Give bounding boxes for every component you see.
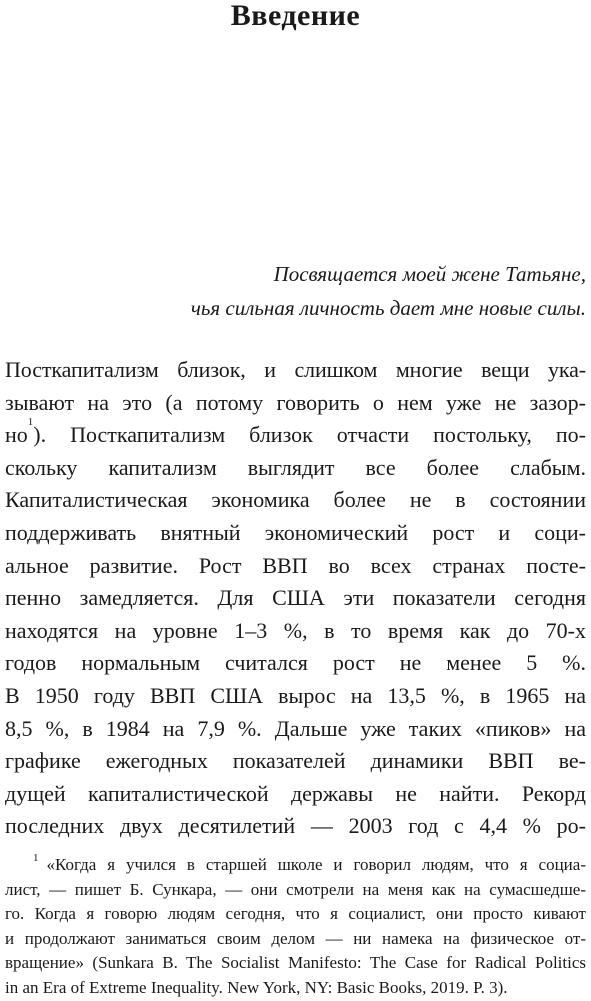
body-line: годов нормальным считался рост не менее 5 %. <box>5 650 586 676</box>
body-line: скольку капитализм выглядит все более слабым. <box>5 454 586 480</box>
body-line: графике ежегодных показателей динамики ВВП ве- <box>5 748 586 774</box>
footnote-line: и продолжают заниматься своим делом — ни намека на физическое от- <box>5 928 586 948</box>
body-paragraph <box>5 354 586 843</box>
body-line <box>5 416 586 452</box>
footnote-line-text: «Когда я учился в старшей школе и говорил людям, что я социа- <box>46 855 586 874</box>
footnote-mark: 1 <box>33 852 39 864</box>
body-line: пенно замедляется. Для США эти показатели сегодня <box>5 585 586 611</box>
body-line-rest: ). Посткапитализм близок отчасти постольку, по- <box>33 422 586 448</box>
body-line-start: но <box>5 422 28 448</box>
footnote-reference[interactable]: 1 <box>27 416 34 429</box>
dedication-line: чья сильная личность дает мне новые силы. <box>190 296 586 320</box>
footnote <box>5 853 586 1001</box>
body-line: 8,5 %, в 1984 на 7,9 %. Дальше уже таких «пиков» на <box>5 715 586 741</box>
chapter-title: Введение <box>230 0 361 32</box>
footnote-line: го. Когда я говорю людям сегодня, что я социалист, они просто кивают <box>5 904 586 924</box>
dedication <box>26 257 586 325</box>
body-line: Посткапитализм близок, и слишком многие вещи ука- <box>5 357 586 382</box>
body-line: В 1950 году ВВП США вырос на 13,5 %, в 1965 на <box>5 682 586 708</box>
body-line: альное развитие. Рост ВВП во всех странах посте- <box>5 552 586 578</box>
footnote-line <box>5 853 586 878</box>
footnote-line: лист, — пишет Б. Сункара, — они смотрели на меня как на сумасшедше- <box>5 879 586 899</box>
footnote-line: вращение» (Sunkara B. The Socialist Manifesto: The Case for Radical Politics <box>5 953 586 973</box>
body-line: находятся на уровне 1–3 %, в то время как до 70-х <box>5 617 586 643</box>
body-line: Капиталистическая экономика более не в состоянии <box>5 487 586 513</box>
body-line: поддерживать внятный экономический рост и соци- <box>5 519 586 545</box>
footnote-line: in an Era of Extreme Inequality. New York, NY: Basic Books, 2019. P. 3). <box>5 977 508 997</box>
body-line: дущей капиталистической державы не найти. Рекорд <box>5 780 586 806</box>
body-line: последних двух десятилетий — 2003 год с 4,4 % ро- <box>5 813 586 839</box>
dedication-line: Посвящается моей жене Татьяне, <box>273 262 586 286</box>
body-line: зывают на это (а потому говорить о нем уже не зазор- <box>5 389 586 415</box>
